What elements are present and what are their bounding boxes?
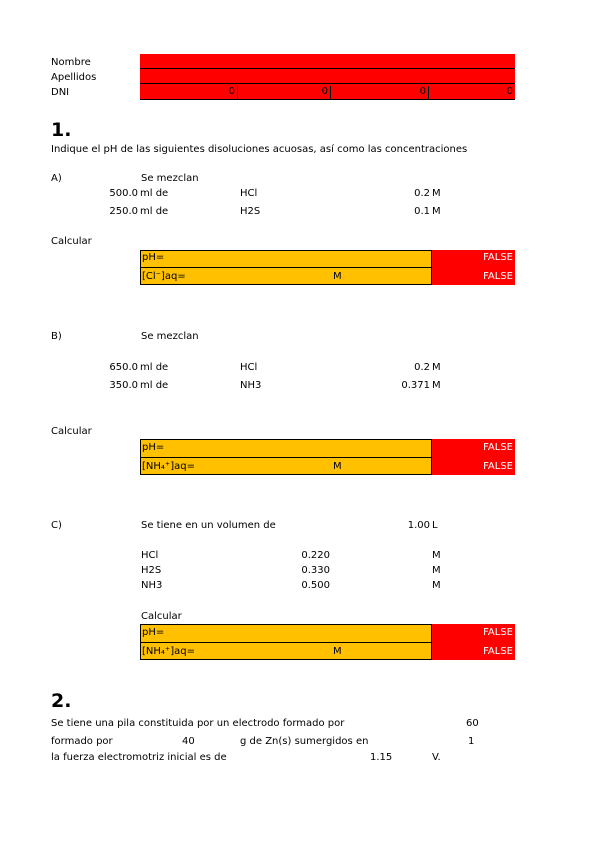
volume-value: 350.0	[109, 380, 138, 391]
concentration-unit: M	[432, 380, 441, 391]
concentration-value: 0.220	[301, 550, 330, 561]
concentration-unit: M	[432, 188, 441, 199]
compound-name: H2S	[240, 206, 261, 217]
apellidos-field[interactable]	[140, 69, 515, 84]
concentration-value: 0.371	[401, 380, 430, 391]
ph-label: pH=	[142, 442, 165, 453]
answer-box-b[interactable]	[140, 439, 432, 475]
concentration-unit: M	[432, 580, 441, 591]
compound-name: NH3	[240, 380, 262, 391]
ph-label: pH=	[142, 627, 165, 638]
dni-digit[interactable]: 0	[140, 86, 238, 100]
question-2-value: 60	[466, 718, 479, 729]
dni-label: DNI	[51, 87, 70, 98]
part-c-label: C)	[51, 520, 62, 531]
question-2-line: g de Zn(s) sumergidos en	[240, 736, 369, 747]
question-1-intro: Indique el pH de las siguientes disoluciones acuosas, así como las concentraciones	[51, 144, 468, 155]
question-2-unit: V.	[432, 752, 441, 763]
nombre-field[interactable]	[140, 54, 515, 69]
concentration-unit: M	[432, 565, 441, 576]
result-box-a	[432, 250, 515, 285]
volume-value: 250.0	[109, 206, 138, 217]
calcular-label: Calcular	[141, 611, 182, 622]
result-value: FALSE	[483, 627, 513, 638]
ion-label: [NH₄⁺]aq=	[142, 646, 195, 657]
result-box-b	[432, 439, 515, 475]
volume-value: 650.0	[109, 362, 138, 373]
question-2-number: 2.	[51, 690, 72, 712]
part-b-label: B)	[51, 331, 62, 342]
result-value: FALSE	[483, 461, 513, 472]
part-b-title: Se mezclan	[141, 331, 199, 342]
compound-name: HCl	[141, 550, 159, 561]
divider	[141, 642, 431, 643]
apellidos-label: Apellidos	[51, 72, 97, 83]
compound-name: NH3	[141, 580, 163, 591]
volume-unit: ml de	[140, 188, 169, 199]
question-2-value: 40	[182, 736, 195, 747]
nombre-label: Nombre	[51, 57, 91, 68]
concentration-value: 0.2	[414, 188, 430, 199]
result-value: FALSE	[483, 252, 513, 263]
volume-unit: ml de	[140, 380, 169, 391]
divider	[141, 267, 431, 268]
concentration-unit: M	[432, 206, 441, 217]
result-value: FALSE	[483, 271, 513, 282]
question-2-line: Se tiene una pila constituida por un electrodo formado por	[51, 718, 345, 729]
ph-label: pH=	[142, 252, 165, 263]
concentration-value: 0.500	[301, 580, 330, 591]
concentration-unit: M	[432, 362, 441, 373]
concentration-value: 0.2	[414, 362, 430, 373]
part-a-label: A)	[51, 173, 62, 184]
question-2-line: formado por	[51, 736, 113, 747]
answer-box-c[interactable]	[140, 624, 432, 660]
compound-name: HCl	[240, 188, 258, 199]
volume-value: 500.0	[109, 188, 138, 199]
volume-unit: ml de	[140, 206, 169, 217]
ion-unit: M	[333, 461, 342, 472]
dni-digit[interactable]: 0	[331, 86, 429, 100]
dni-field[interactable]	[140, 84, 515, 100]
concentration-value: 0.330	[301, 565, 330, 576]
divider	[141, 457, 431, 458]
ion-label: [Cl⁻]aq=	[142, 271, 186, 282]
concentration-value: 0.1	[414, 206, 430, 217]
answer-box-a[interactable]	[140, 250, 432, 285]
result-box-c	[432, 624, 515, 660]
dni-digit[interactable]: 0	[506, 86, 513, 97]
volume-value: 1.00	[407, 520, 430, 531]
dni-digit[interactable]: 0	[238, 86, 331, 100]
question-1-number: 1.	[51, 119, 72, 141]
ion-unit: M	[333, 271, 342, 282]
result-value: FALSE	[483, 442, 513, 453]
ion-label: [NH₄⁺]aq=	[142, 461, 195, 472]
volume-unit: L	[432, 520, 438, 531]
ion-unit: M	[333, 646, 342, 657]
compound-name: H2S	[141, 565, 162, 576]
compound-name: HCl	[240, 362, 258, 373]
calcular-label: Calcular	[51, 426, 92, 437]
volume-unit: ml de	[140, 362, 169, 373]
question-2-value: 1	[468, 736, 475, 747]
question-2-line: la fuerza electromotriz inicial es de	[51, 752, 227, 763]
question-2-value: 1.15	[370, 752, 393, 763]
part-c-title: Se tiene en un volumen de	[141, 520, 276, 531]
part-a-title: Se mezclan	[141, 173, 199, 184]
calcular-label: Calcular	[51, 236, 92, 247]
result-value: FALSE	[483, 646, 513, 657]
concentration-unit: M	[432, 550, 441, 561]
